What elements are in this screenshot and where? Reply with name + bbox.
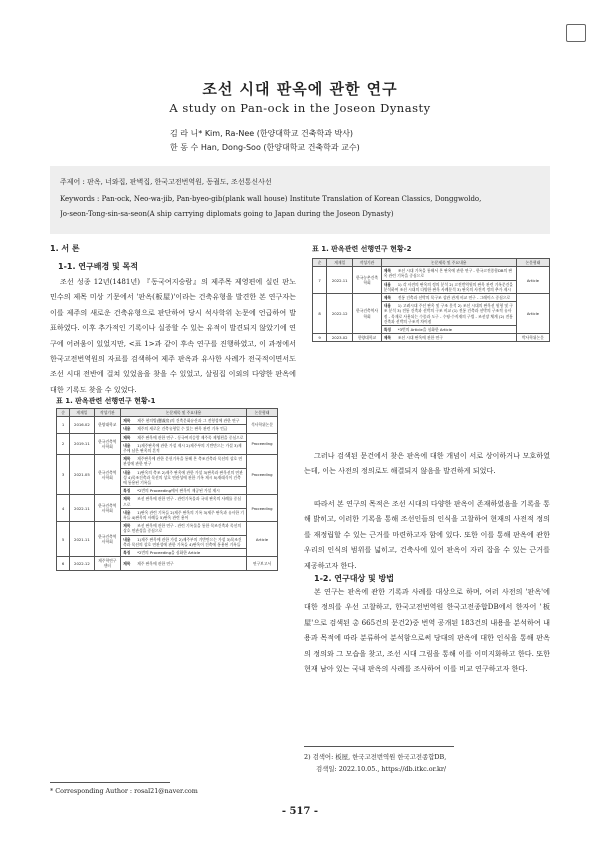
table-header-cell: 게재일 (327, 259, 353, 267)
row-content-text: 제주 판옥에 관한 연구 (137, 560, 174, 566)
table-header-cell: 순 (313, 259, 327, 267)
row-content-label: 제목 (123, 523, 131, 529)
row-content (121, 417, 247, 425)
row-org: 한국건축역사학회 (94, 495, 121, 522)
row-date: 2022.12 (327, 294, 353, 334)
row-type: Proceeding (247, 495, 278, 522)
row-content-text: 제주의 새로운 건축유형일 수 있는 판옥 관련 기록 언급 (137, 426, 228, 432)
row-content (381, 267, 516, 280)
row-content-text: 1) 고려시대 주선 판옥 및 구조 분석 2) 조선 시대의 판옥선 원형 및 구조 분석 3) 전통 건축과 선박의 구조 비교 (1) 전통 건축과 선박의 구조적 유사점 - 목재로 사용되는 수종과 도구 - 수평·수직재의 구법 - 조선장 체계 (2) 전통 건축과 선박의 구조적 차이점 (383, 303, 513, 324)
row-type: 연구보고서 (247, 557, 278, 570)
footnote-rule-left (50, 782, 170, 783)
row-content-label: 특징 (123, 550, 131, 556)
subsection-heading-method: 1-2. 연구대상 및 방법 (314, 574, 394, 583)
table2-title: 표 1. 판옥관련 선행연구 현황-2 (312, 245, 412, 253)
row-number: 9 (313, 334, 327, 342)
keywords-english-line2: Jo-seon-Tong-sin-sa-seon(A ship carrying diplomats going to Japan during the Joseon Dynasty) (60, 210, 394, 218)
row-content (121, 508, 247, 521)
row-content (121, 455, 247, 468)
row-date: 2022.11 (327, 267, 353, 294)
row-content-text: 조선 시대 기록을 통해서 본 판옥에 관한 연구 - 한국고전종합DB의 판옥 관련 기록을 중심으로 (383, 268, 513, 279)
table-row (57, 455, 278, 468)
row-content-label: 특징 (383, 327, 392, 333)
row-org: 한국건축역사학회 (94, 433, 121, 455)
table1-container (56, 408, 278, 571)
table1 (56, 408, 278, 571)
row-content-text: *3번의 Article을 심화한 Article (397, 327, 453, 333)
row-content-label: 내용 (123, 536, 131, 542)
table-header-cell: 논문제목 및 주요내용 (381, 259, 516, 267)
row-content-text: 전통 건축과 선박의 목구조 상관 관계 비교 연구 - 그레이스 중심으로 (397, 295, 511, 301)
row-content-text: *2번의 Proceeding을 심화한 Article (137, 550, 201, 556)
row-org: 한국건축역사학회 (94, 455, 121, 495)
author-2: 한 동 수 Han, Dong-Soo (한양대학교 건축학과 교수) (170, 143, 360, 152)
table1-title: 표 1. 판옥관련 선행연구 현황-1 (56, 397, 156, 405)
row-date: 2019.11 (70, 433, 94, 455)
row-org: 한양대학교 (353, 334, 381, 342)
row-date: 2016.02 (70, 417, 94, 433)
keywords-korean: 주제어 : 판옥, 너와집, 판벽집, 한국고전번역원, 동궐도, 조선통신사선 (60, 178, 272, 186)
row-type: 박사학위논문 (516, 334, 549, 342)
paper-subtitle: A study on Pan-ock in the Joseon Dynasty (169, 101, 431, 115)
row-content-text: 1)제주 판옥에 관한 가설 2)제주부의 기반만으는 가설 3)목조건축과 목선의 상호 연관성에 관한 기록들 4)판옥이 건축에 통용된 기록들 (123, 536, 242, 547)
row-content-label: 제목 (383, 268, 392, 274)
page-number: - 517 - (281, 806, 319, 817)
row-content-text: 1)판옥의 축조 2)제주 판옥에 관한 가설 3)판옥과 판옥선의 연관성 4)목조건축과 목선의 상호 연관성에 관한 기록 제시 5)재래식이 건축에 통용된 기록들 (123, 469, 243, 486)
table-header-row (313, 259, 550, 267)
corresponding-author-footnote: * Corresponding Author : rosal21@naver.com (50, 787, 198, 795)
row-content (121, 522, 247, 535)
row-org: 제주학연구센터 (94, 557, 121, 570)
table2 (312, 258, 550, 342)
row-content (121, 549, 247, 557)
row-number: 8 (313, 294, 327, 334)
row-number: 1 (57, 417, 70, 433)
row-content (121, 557, 247, 570)
table-row (57, 417, 278, 425)
row-content-label: 내용 (123, 509, 131, 515)
row-content-label: 내용 (123, 442, 131, 448)
row-content-label: 제목 (383, 295, 392, 301)
header-stamp-mark (566, 24, 586, 42)
row-content-text: *2번의 Proceeding에서 판옥이 제공된 가설 제시 (137, 488, 220, 494)
row-date: 2021.11 (70, 522, 94, 557)
table-header-cell: 게재일 (70, 409, 94, 417)
table-row (313, 334, 550, 342)
row-org: 한국농촌건축학회 (353, 267, 381, 294)
right-paragraph-3: 본 연구는 판옥에 관한 기록과 사례를 대상으로 하며, 여러 사전의 '판옥'에 대한 정의를 우선 고찰하고, 한국고전번역원 한국고전종합DB에서 한자어 '板屋'으로 검색된 총 665건의 문건2)중 번역 공개된 183건의 내용을 분석하여 내용과 목적에 따라 분류하여 분석함으로써 당대의 판옥에 대한 인식을 통해 판옥의 정의와 그 모습을 찾고, 조선 시대 그림을 통해 이를 이미지화하고 한다. 또한 현재 남아 있는 국내 판옥의 사례를 조사하여 이를 비교 연구하고자 한다. (304, 587, 550, 674)
row-date: 2022.11 (70, 495, 94, 522)
table-row (57, 433, 278, 441)
row-content-label: 내용 (383, 303, 392, 309)
table-header-cell: 작성기관 (353, 259, 381, 267)
table-header-cell: 작성기관 (94, 409, 121, 417)
row-number: 3 (57, 455, 70, 495)
row-org: 한양대학교 (94, 417, 121, 433)
row-content-text: 조선 시대 판옥에 관한 연구 (397, 335, 443, 341)
row-content (121, 425, 247, 433)
row-content-label: 내용 (123, 426, 131, 432)
footnote-2-line2: 검색일: 2022.10.05., https://db.itkc.or.kr/ (316, 765, 447, 773)
intro-paragraph: 조선 성종 12년(1481년) 『동국여지승람』의 제주목 제영편에 실린 판노 민수의 제목 미상 기문에서 '판옥(板屋)'이라는 건축유형을 발견한 본 연구자는 이를 제주의 새로운 건축유형으로 판단하여 당시 석사학위 논문에 언급하여 발표하였다. 이후 추가적인 기록이나 실증할 수 있는 유적이 발견되지 않았기에 연구에 어려움이 있었지만, <표 1>과 같이 후속 연구를 진행하였고, 이 과정에서 한국고전번역원의 자료를 검색하여 제주 판옥과 유사한 사례가 전국적이면서도 조선 시대 전반에 걸쳐 있었음을 찾을 수 있었고, 살림집 이외의 다양한 판옥에 대한 기록도 찾을 수 있었다. (50, 277, 296, 394)
row-content (381, 294, 516, 302)
row-content-text: 제주 판옥에 관한 연구 - 동국여지승람 제주목 제영편을 중심으로 (137, 434, 244, 440)
row-date: 2023.02 (327, 334, 353, 342)
row-content (381, 334, 516, 342)
row-date: 2021.05 (70, 455, 94, 495)
row-content-label: 제목 (383, 335, 392, 341)
table-row (57, 522, 278, 535)
row-content-label: 제목 (123, 496, 131, 502)
table-header-cell: 논문형태 (516, 259, 549, 267)
row-type: Article (516, 294, 549, 334)
row-org: 한국건축역사학회 (353, 294, 381, 334)
row-content (121, 433, 247, 441)
row-content (121, 468, 247, 487)
row-content-label: 제목 (123, 456, 131, 462)
row-content-text: 제주 현의방(懸義房)의 건축문화유산과 그 전형성에 관한 연구 (137, 418, 240, 424)
row-content (121, 495, 247, 508)
table-row (57, 557, 278, 570)
table-row (313, 267, 550, 280)
table-header-cell: 논문제목 및 주요내용 (121, 409, 247, 417)
row-date: 2022.12 (70, 557, 94, 570)
row-number: 2 (57, 433, 70, 455)
row-content-label: 특징 (123, 488, 131, 494)
row-content (381, 326, 516, 334)
row-content-text: 1)제주판옥에 관한 가설 제시 2)제주부의 기반만으는 가설 3)제주에 남은 판옥의 흔적 (123, 442, 242, 454)
keywords-english-line1: Keywords : Pan-ock, Neo-wa-jib, Pan-byeo-gib(plank wall house) Institute Translation of Korean Classics, Donggwoldo, (60, 195, 482, 203)
row-content-text: 1)판옥 관련 기록들 2)제주 판옥의 기록 3)제주 판옥과 유사한 기록들 4)판옥의 사례들 5)판옥 관련 용어 (123, 509, 244, 521)
row-org: 한국건축역사학회 (94, 522, 121, 557)
footnote-2-line1: 2) 검색어: 板屋, 한국고전번역원 한국고전종합DB, (304, 753, 447, 761)
keywords-box (50, 166, 550, 234)
footnote-rule-right (304, 746, 454, 747)
row-content (121, 535, 247, 548)
row-type: Article (247, 522, 278, 557)
row-content-label: 제목 (123, 434, 131, 440)
table-header-row (57, 409, 278, 417)
row-content-text: 제주판옥에 관한 문헌기록을 통해 본 축조건축과 목선의 상호 연관성에 관한 연구 (123, 456, 243, 467)
row-content (121, 487, 247, 495)
row-content-label: 내용 (123, 469, 131, 475)
subsection-heading-background: 1-1. 연구배경 및 목적 (58, 262, 138, 271)
row-type: Proceeding (247, 455, 278, 495)
row-content (121, 441, 247, 454)
row-number: 5 (57, 522, 70, 557)
right-paragraph-1: 그러나 검색된 문건에서 찾은 판옥에 대한 개념이 서로 상이하거나 모호하였는데, 이는 사전의 정의로도 해결되지 않음을 발견하게 되었다. (304, 451, 550, 476)
row-type: Article (516, 267, 549, 294)
row-number: 4 (57, 495, 70, 522)
row-content-label: 내용 (383, 281, 392, 287)
row-content (381, 280, 516, 293)
section-heading-intro: 1. 서 론 (50, 244, 80, 253)
row-number: 6 (57, 557, 70, 570)
row-content (381, 302, 516, 326)
table-header-cell: 논문형태 (247, 409, 278, 417)
row-type: 석사학위논문 (247, 417, 278, 433)
table-row (313, 294, 550, 302)
row-content-text: 조선 판옥에 관한 연구 - 관련 기록물을 통한 목조건축과 목선의 상호 연관성을 중심으로 (123, 523, 241, 534)
row-type: Proceeding (247, 433, 278, 455)
author-1: 김 라 니* Kim, Ra-Nee (한양대학교 건축학과 박사) (170, 129, 354, 138)
row-content-text: 조선 판옥에 관한 연구 - 관련기록물과 국내 판옥의 사례를 중심으로 (123, 496, 241, 507)
right-paragraph-2: 따라서 본 연구의 목적은 조선 시대의 다양한 판옥이 존재하였음을 기록을 통해 밝히고, 이러한 기록을 통해 조선인들의 인식을 고찰하여 현재의 사전적 정의를 재정립할 수 있는 근거를 마련하고자 함에 있다. 또한 이를 통해 판옥에 관한 우리의 인식의 범위를 넓히고, 건축사에 있어 판옥이 자리 잡을 수 있는 근거를 제공하고자 한다. (304, 499, 550, 570)
table-row (57, 495, 278, 508)
table2-container (312, 258, 550, 342)
row-number: 7 (313, 267, 327, 294)
row-content-label: 제목 (123, 418, 131, 424)
paper-title: 조선 시대 판옥에 관한 연구 (202, 80, 398, 98)
table-header-cell: 순 (57, 409, 70, 417)
row-content-text: 1) 각 사전의 판옥의 정의 분석 2) 고전번역원의 판옥 관련 기록문건을 분석하여 조선 시대의 다양한 판옥 사례분석 3) 판옥의 사전적 정의 추가 제시 (383, 281, 513, 292)
row-content-label: 제목 (123, 560, 131, 566)
